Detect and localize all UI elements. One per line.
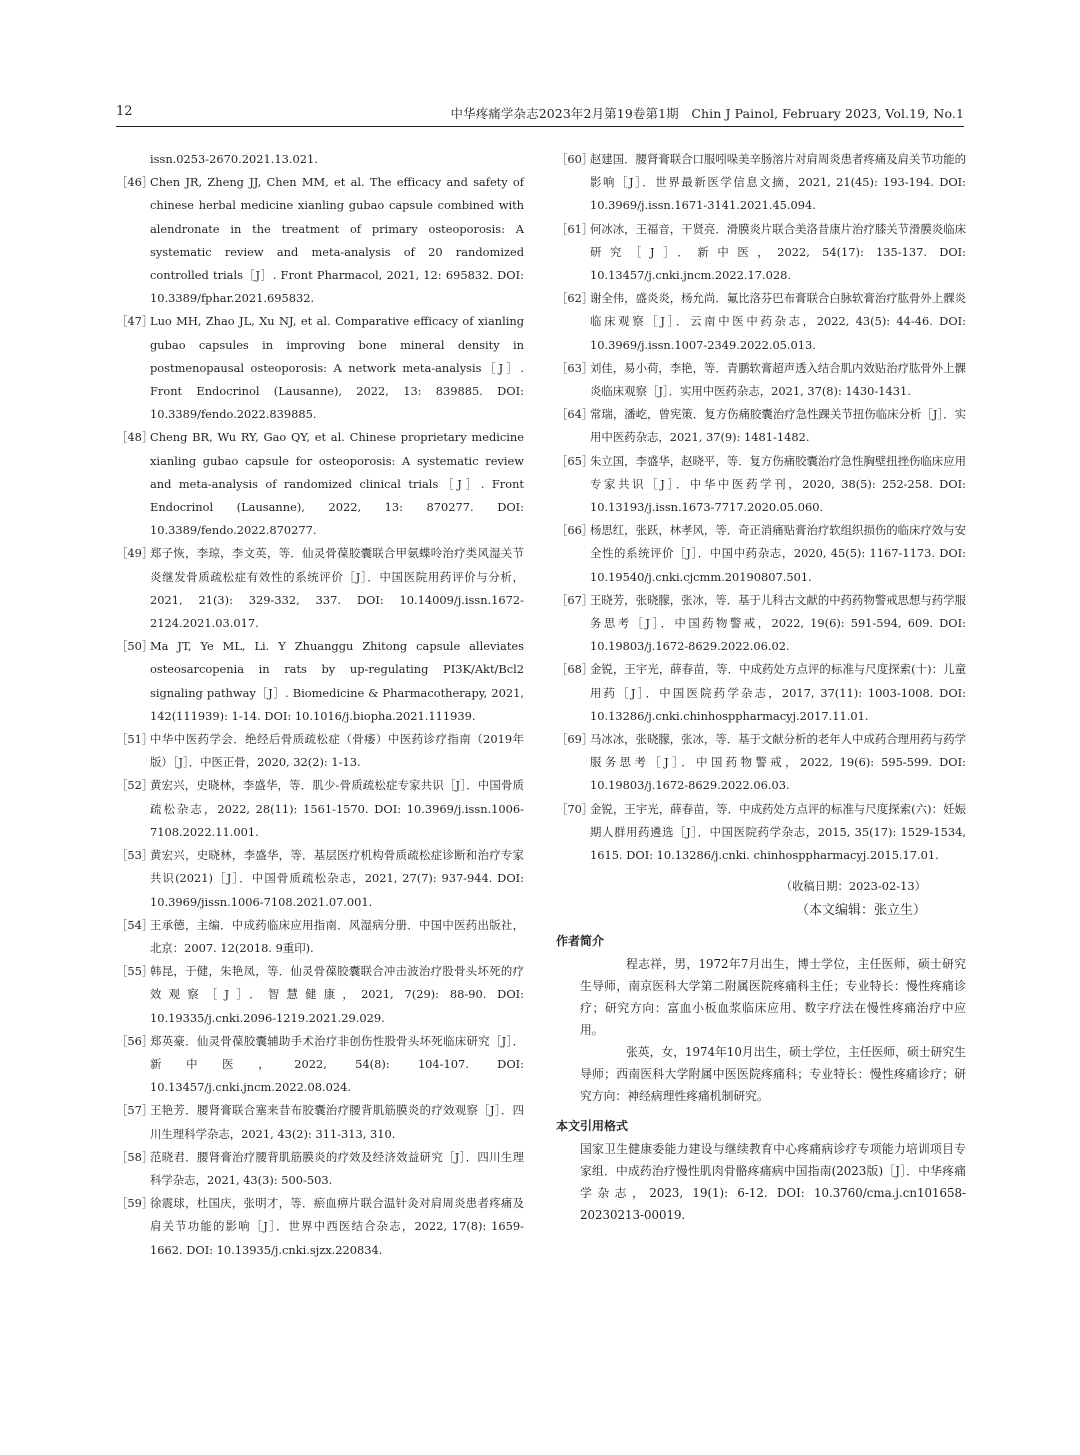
header-rule — [116, 126, 964, 127]
reference-number: ［48］ — [116, 430, 154, 445]
received-date: （收稿日期：2023-02-13） — [780, 879, 926, 894]
reference-text: Cheng BR, Wu RY, Gao QY, et al. Chinese proprietary medicine xianling gubao capsule for osteoporosis: A systematic review and meta-analysis of randomized clinical trials［J］. Front Endocrinol (Lausanne), 2022, 13: 870277. DOI: 10.3389/fendo.2022.870277. — [150, 430, 524, 538]
reference-text: Chen JR, Zheng JJ, Chen MM, et al. The efficacy and safety of chinese herbal medicine xianling gubao capsule combined with alendronate in the treatment of primary osteoporosis: A systematic review and meta-analysis of 20 randomized controlled trials［J］. Front Pharmacol, 2021, 12: 695832. DOI: 10.3389/fphar.2021.695832. — [150, 175, 524, 306]
reference-text: 徐震球，杜国庆，张明才，等．瘀血痹片联合温针灸对肩周炎患者疼痛及肩关节功能的影响［J］．世界中西医结合杂志，2022, 17(8): 1659-1662. DOI: 10.13935/j.cnki.sjzx.220834. — [150, 1196, 524, 1257]
reference-text: 杨思红，张跃，林孝风，等．奇正消痛贴膏治疗软组织损伤的临床疗效与安全性的系统评价［J］．中国中药杂志，2020, 45(5): 1167-1173. DOI: 10.19540/j.cnki.cjcmm.20190807.501. — [590, 523, 966, 584]
reference-item — [556, 728, 966, 798]
author-section-title: 作者简介 — [556, 933, 605, 948]
reference-item — [556, 287, 966, 357]
reference-number: ［66］ — [556, 523, 594, 538]
reference-item — [116, 426, 524, 542]
reference-list-right — [556, 148, 966, 867]
reference-item — [116, 1099, 524, 1145]
reference-item — [116, 728, 524, 774]
reference-item — [556, 589, 966, 659]
reference-number: ［63］ — [556, 360, 594, 375]
reference-number: ［67］ — [556, 592, 594, 607]
reference-text: Luo MH, Zhao JL, Xu NJ, et al. Comparative efficacy of xianling gubao capsules in improving bone mineral density in postmenopausal osteoporosis: A network meta-analysis［J］. Front Endocrinol (Lausanne), 2022, 13: 839885. DOI: 10.3389/fendo.2022.839885. — [150, 314, 524, 422]
reference-number: ［49］ — [116, 546, 154, 561]
reference-item — [116, 635, 524, 728]
left-column — [116, 148, 524, 1262]
reference-text: 王艳芳．腰肾膏联合塞来昔布胶囊治疗腰背肌筋膜炎的疗效观察［J］．四川生理科学杂志，2021, 43(2): 311-313, 310. — [150, 1103, 524, 1141]
citation-text: 国家卫生健康委能力建设与继续教育中心疼痛病诊疗专项能力培训项目专家组．中成药治疗慢性肌肉骨骼疼痛病中国指南(2023版)［J］．中华疼痛学杂志，2023, 19(1): 6-12. DOI: 10.3760/cma.j.cn101658-20230213-00019. — [580, 1142, 966, 1223]
reference-number: ［64］ — [556, 407, 594, 422]
reference-item — [116, 542, 524, 635]
right-column — [556, 148, 966, 1226]
page-header — [116, 104, 964, 128]
reference-number: ［47］ — [116, 314, 154, 329]
author-bio-2: 张英，女，1974年10月出生，硕士学位，主任医师，硕士研究生导师；西南医科大学附属中医医院疼痛科；专业特长：慢性疼痛诊疗；研究方向：神经病理性疼痛机制研究。 — [580, 1044, 966, 1103]
reference-text: 韩昆，于健，朱艳凤，等．仙灵骨葆胶囊联合冲击波治疗股骨头坏死的疗效观察［J］．智慧健康，2021, 7(29): 88-90. DOI: 10.19335/j.cnki.2096-1219.2021.29.029. — [150, 964, 524, 1025]
reference-number: ［56］ — [116, 1033, 154, 1048]
reference-text: 朱立国，李盛华，赵晓平，等．复方伤痛胶囊治疗急性胸壁扭挫伤临床应用专家共识［J］．中华中医药学刊，2020, 38(5): 252-258. DOI: 10.13193/j.issn.1673-7717.2020.05.060. — [590, 453, 966, 515]
reference-text: 金锐，王宇光，薛春苗，等．中成药处方点评的标准与尺度探索(六)：妊娠期人群用药遴选［J］．中国医院药学杂志，2015, 35(17): 1529-1534, 1615. DOI: 10.13286/j.cnki. chinhosppharmacyj.2015.17.01. — [590, 801, 966, 863]
reference-number: ［69］ — [556, 732, 594, 747]
author-bio-1: 程志祥，男，1972年7月出生，博士学位，主任医师，硕士研究生导师，南京医科大学第二附属医院疼痛科主任；专业特长：慢性疼痛诊疗；研究方向：富血小板血浆临床应用、数字疗法在慢性疼痛治疗中应用。 — [580, 956, 966, 1037]
reference-item — [116, 310, 524, 426]
reference-item — [556, 148, 966, 218]
reference-number: ［50］ — [116, 639, 154, 654]
page-number: 12 — [116, 104, 133, 119]
reference-item — [116, 1146, 524, 1192]
reference-item — [556, 450, 966, 520]
reference-text: 金锐，王宇光，薛春苗，等．中成药处方点评的标准与尺度探索(十)：儿童用药［J］．中国医院药学杂志，2017, 37(11): 1003-1008. DOI: 10.13286/j.cnki.chinhosppharmacyj.2017.11.01. — [590, 662, 966, 723]
reference-number: ［62］ — [556, 291, 594, 306]
reference-text: 赵建国．腰肾膏联合口服吲哚美辛肠溶片对肩周炎患者疼痛及肩关节功能的影响［J］．世界最新医学信息文摘，2021, 21(45): 193-194. DOI: 10.3969/j.issn.1671-3141.2021.45.094. — [590, 152, 966, 213]
reference-text: 马冰冰，张晓朦，张冰，等．基于文献分析的老年人中成药合理用药与药学服务思考［J］．中国药物警戒，2022, 19(6): 595-599. DOI: 10.19803/j.1672-8629.2022.06.03. — [590, 732, 966, 793]
reference-number: ［70］ — [556, 801, 594, 816]
reference-text: 王晓芳，张晓朦，张冰，等．基于儿科古文献的中药药物警戒思想与药学服务思考［J］．中国药物警戒，2022, 19(6): 591-594, 609. DOI: 10.19803/j.1672-8629.2022.06.02. — [590, 592, 966, 654]
reference-number: ［59］ — [116, 1196, 154, 1211]
reference-text: 谢全伟，盛炎炎，杨允尚．氟比洛芬巴布膏联合白脉软膏治疗肱骨外上髁炎临床观察［J］．云南中医中药杂志，2022, 43(5): 44-46. DOI: 10.3969/j.issn.1007-2349.2022.05.013. — [590, 291, 966, 352]
reference-number: ［58］ — [116, 1149, 154, 1164]
editor-note: （本文编辑：张立生） — [795, 902, 926, 918]
reference-item — [116, 960, 524, 1030]
reference-text: 黄宏兴，史晓林，李盛华，等．肌少-骨质疏松症专家共识［J］．中国骨质疏松杂志，2022, 28(11): 1561-1570. DOI: 10.3969/j.issn.1006-7108.2022.11.001. — [150, 778, 524, 839]
reference-item — [556, 798, 966, 868]
reference-number: ［52］ — [116, 778, 154, 793]
reference-text: 郑子恢，李琼，李文英，等．仙灵骨葆胶囊联合甲氨蝶呤治疗类风湿关节炎继发骨质疏松症有效性的系统评价［J］．中国医院用药评价与分析，2021, 21(3): 329-332, 337. DOI: 10.14009/j.issn.1672-2124.2021.03.017. — [150, 546, 524, 631]
reference-number: ［53］ — [116, 848, 154, 863]
reference-item — [556, 403, 966, 449]
reference-list-left — [116, 171, 524, 1262]
reference-text: 郑英豪．仙灵骨葆胶囊辅助手术治疗非创伤性股骨头坏死临床研究［J］．新中医，2022, 54(8): 104-107. DOI: 10.13457/j.cnki.jncm.2022.08.024. — [150, 1033, 524, 1095]
reference-item — [556, 519, 966, 589]
reference-number: ［46］ — [116, 175, 154, 190]
reference-number: ［55］ — [116, 964, 154, 979]
reference-item — [116, 774, 524, 844]
reference-item — [116, 844, 524, 914]
reference-text: 范晓君．腰肾膏治疗腰背肌筋膜炎的疗效及经济效益研究［J］．四川生理科学杂志，2021, 43(3): 500-503. — [150, 1149, 524, 1187]
reference-text: 常瑞，潘屹，曾宪策．复方伤痛胶囊治疗急性踝关节扭伤临床分析［J］．实用中医药杂志，2021, 37(9): 1481-1482. — [590, 407, 966, 445]
reference-item — [556, 218, 966, 288]
reference-item — [116, 171, 524, 310]
reference-item — [556, 357, 966, 403]
reference-number: ［65］ — [556, 453, 594, 468]
reference-number: ［60］ — [556, 152, 594, 166]
citation-section-title: 本文引用格式 — [556, 1118, 629, 1133]
reference-text: 王承德，主编．中成药临床应用指南．风湿病分册．中国中医药出版社，北京：2007. 12(2018. 9重印). — [150, 917, 524, 955]
reference-text: Ma JT, Ye ML, Li. Y Zhuanggu Zhitong capsule alleviates osteosarcopenia in rats by up-regulating PI3K/Akt/Bcl2 signaling pathway［J］. Biomedicine & Pharmacotherapy, 2021, 142(111939): 1-14. DOI: 10.1016/j.biopha.2021.111939. — [150, 639, 524, 723]
reference-number: ［54］ — [116, 917, 154, 932]
reference-text: 黄宏兴，史晓林，李盛华，等．基层医疗机构骨质疏松症诊断和治疗专家共识(2021)［J］．中国骨质疏松杂志，2021, 27(7): 937-944. DOI: 10.3969/jissn.1006-7108.2021.07.001. — [150, 848, 524, 909]
reference-number: ［57］ — [116, 1103, 154, 1118]
reference-text: 刘佳，易小荷，李艳，等．青鹏软膏超声透入结合肌内效贴治疗肱骨外上髁炎临床观察［J］．实用中医药杂志，2021, 37(8): 1430-1431. — [590, 360, 966, 399]
reference-item — [116, 1192, 524, 1262]
reference-item — [556, 658, 966, 728]
reference-text: 中华中医药学会．绝经后骨质疏松症（骨痿）中医药诊疗指南（2019年版）［J］．中医正骨，2020, 32(2): 1-13. — [150, 732, 524, 770]
reference-text: 何冰冰，王福音，干贤亮．滑膜炎片联合美洛昔康片治疗膝关节滑膜炎临床研究［J］．新中医，2022, 54(17): 135-137. DOI: 10.13457/j.cnki.jncm.2022.17.028. — [590, 221, 966, 283]
reference-item — [116, 1030, 524, 1100]
reference-number: ［68］ — [556, 662, 594, 677]
reference-number: ［61］ — [556, 221, 594, 236]
journal-running-head: 中华疼痛学杂志2023年2月第19卷第1期 Chin J Painol, February 2023, Vol.19, No.1 — [450, 106, 964, 121]
reference-item — [116, 914, 524, 960]
reference-number: ［51］ — [116, 732, 154, 747]
reference-continuation: issn.0253-2670.2021.13.021. — [150, 152, 318, 166]
